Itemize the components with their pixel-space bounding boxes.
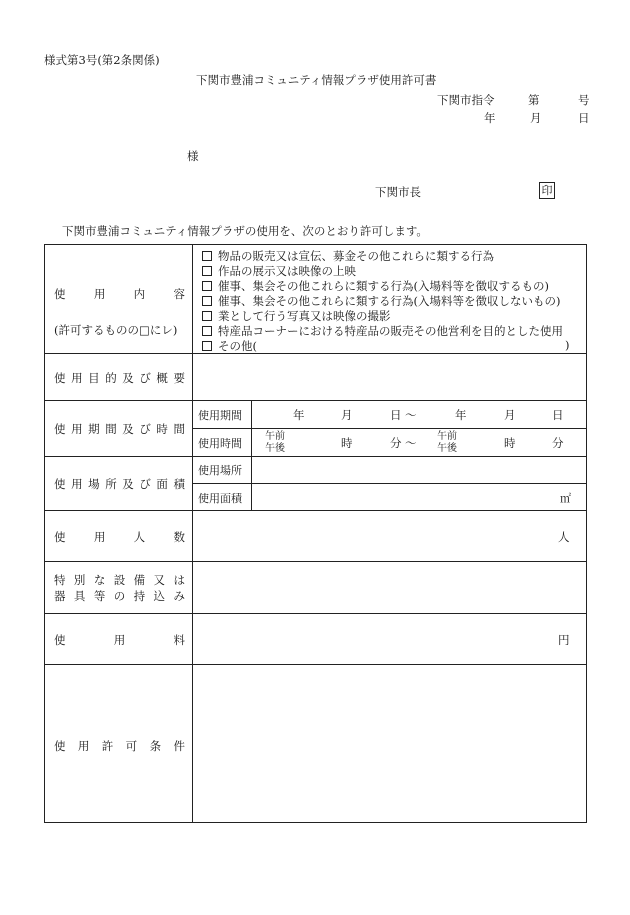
equipment-label-line2: 器 具 等 の 持 込 み xyxy=(54,589,185,603)
issue-no-go: 号 xyxy=(578,93,590,107)
period-start-day: 日 xyxy=(390,408,402,422)
period-start-month: 月 xyxy=(341,408,353,422)
equipment-label-line1: 特 別 な 設 備 又 は xyxy=(54,573,185,587)
purpose-label: 使 用 目 的 及 び 概 要 xyxy=(54,371,185,385)
intro-text: 下関市豊浦コミュニティ情報プラザの使用を、次のとおり許可します。 xyxy=(62,224,428,238)
time-sublabel: 使用時間 xyxy=(198,437,242,450)
content-option[interactable]: 催事、集会その他これらに類する行為(入場料等を徴収しないもの) xyxy=(202,293,560,309)
date-day: 日 xyxy=(578,111,590,125)
other-close-paren: ) xyxy=(565,338,570,352)
start-pm: 午後 xyxy=(265,443,285,454)
document-title: 下関市豊浦コミュニティ情報プラザ使用許可書 xyxy=(196,73,437,87)
issue-no-dai: 第 xyxy=(528,93,540,107)
date-month: 月 xyxy=(530,111,542,125)
end-am: 午前 xyxy=(437,431,457,442)
area-sublabel: 使用面積 xyxy=(198,492,242,505)
checkbox[interactable] xyxy=(202,296,212,306)
fee-unit: 円 xyxy=(558,633,570,647)
checkbox[interactable] xyxy=(202,341,212,351)
area-unit: ㎡ xyxy=(560,492,571,505)
time-tilde: 〜 xyxy=(405,436,417,450)
start-am: 午前 xyxy=(265,431,285,442)
content-option[interactable]: 催事、集会その他これらに類する行為(入場料等を徴収するもの) xyxy=(202,278,549,294)
period-end-month: 月 xyxy=(504,408,516,422)
content-option[interactable]: 業として行う写真又は映像の撮影 xyxy=(202,308,391,324)
form-number: 様式第3号(第2条関係) xyxy=(44,53,160,67)
people-unit: 人 xyxy=(558,530,570,544)
content-label: 使 用 内 容 xyxy=(54,287,185,301)
addressee-sama: 様 xyxy=(187,149,199,163)
period-label: 使 用 期 間 及 び 時 間 xyxy=(54,422,185,436)
period-end-year: 年 xyxy=(455,408,467,422)
date-year: 年 xyxy=(484,111,496,125)
period-end-day: 日 xyxy=(552,408,564,422)
checkbox[interactable] xyxy=(202,281,212,291)
place-label: 使 用 場 所 及 び 面 積 xyxy=(54,477,185,491)
content-option[interactable]: 作品の展示又は映像の上映 xyxy=(202,263,356,279)
issuer-code: 下関市指令 xyxy=(437,93,495,107)
start-minute: 分 xyxy=(390,436,402,450)
end-minute: 分 xyxy=(552,436,564,450)
checkbox[interactable] xyxy=(202,251,212,261)
end-hour: 時 xyxy=(504,436,516,450)
content-option-other[interactable]: その他( xyxy=(202,338,257,354)
place-sublabel: 使用場所 xyxy=(198,464,242,477)
content-note: (許可するものの□にレ) xyxy=(54,323,178,337)
seal-mark: 印 xyxy=(539,182,555,199)
content-option[interactable]: 特産品コーナーにおける特産品の販売その他営利を目的とした使用 xyxy=(202,323,563,339)
period-tilde: 〜 xyxy=(405,408,417,422)
checkbox[interactable] xyxy=(202,266,212,276)
content-option[interactable]: 物品の販売又は宣伝、募金その他これらに類する行為 xyxy=(202,248,494,264)
mayor-label: 下関市長 xyxy=(375,185,421,199)
checkbox[interactable] xyxy=(202,326,212,336)
period-sublabel: 使用期間 xyxy=(198,409,242,422)
period-start-year: 年 xyxy=(293,408,305,422)
checkbox[interactable] xyxy=(202,311,212,321)
start-hour: 時 xyxy=(341,436,353,450)
end-pm: 午後 xyxy=(437,443,457,454)
fee-label: 使 用 料 xyxy=(54,633,185,647)
people-label: 使 用 人 数 xyxy=(54,530,185,544)
conditions-label: 使 用 許 可 条 件 xyxy=(54,739,185,753)
